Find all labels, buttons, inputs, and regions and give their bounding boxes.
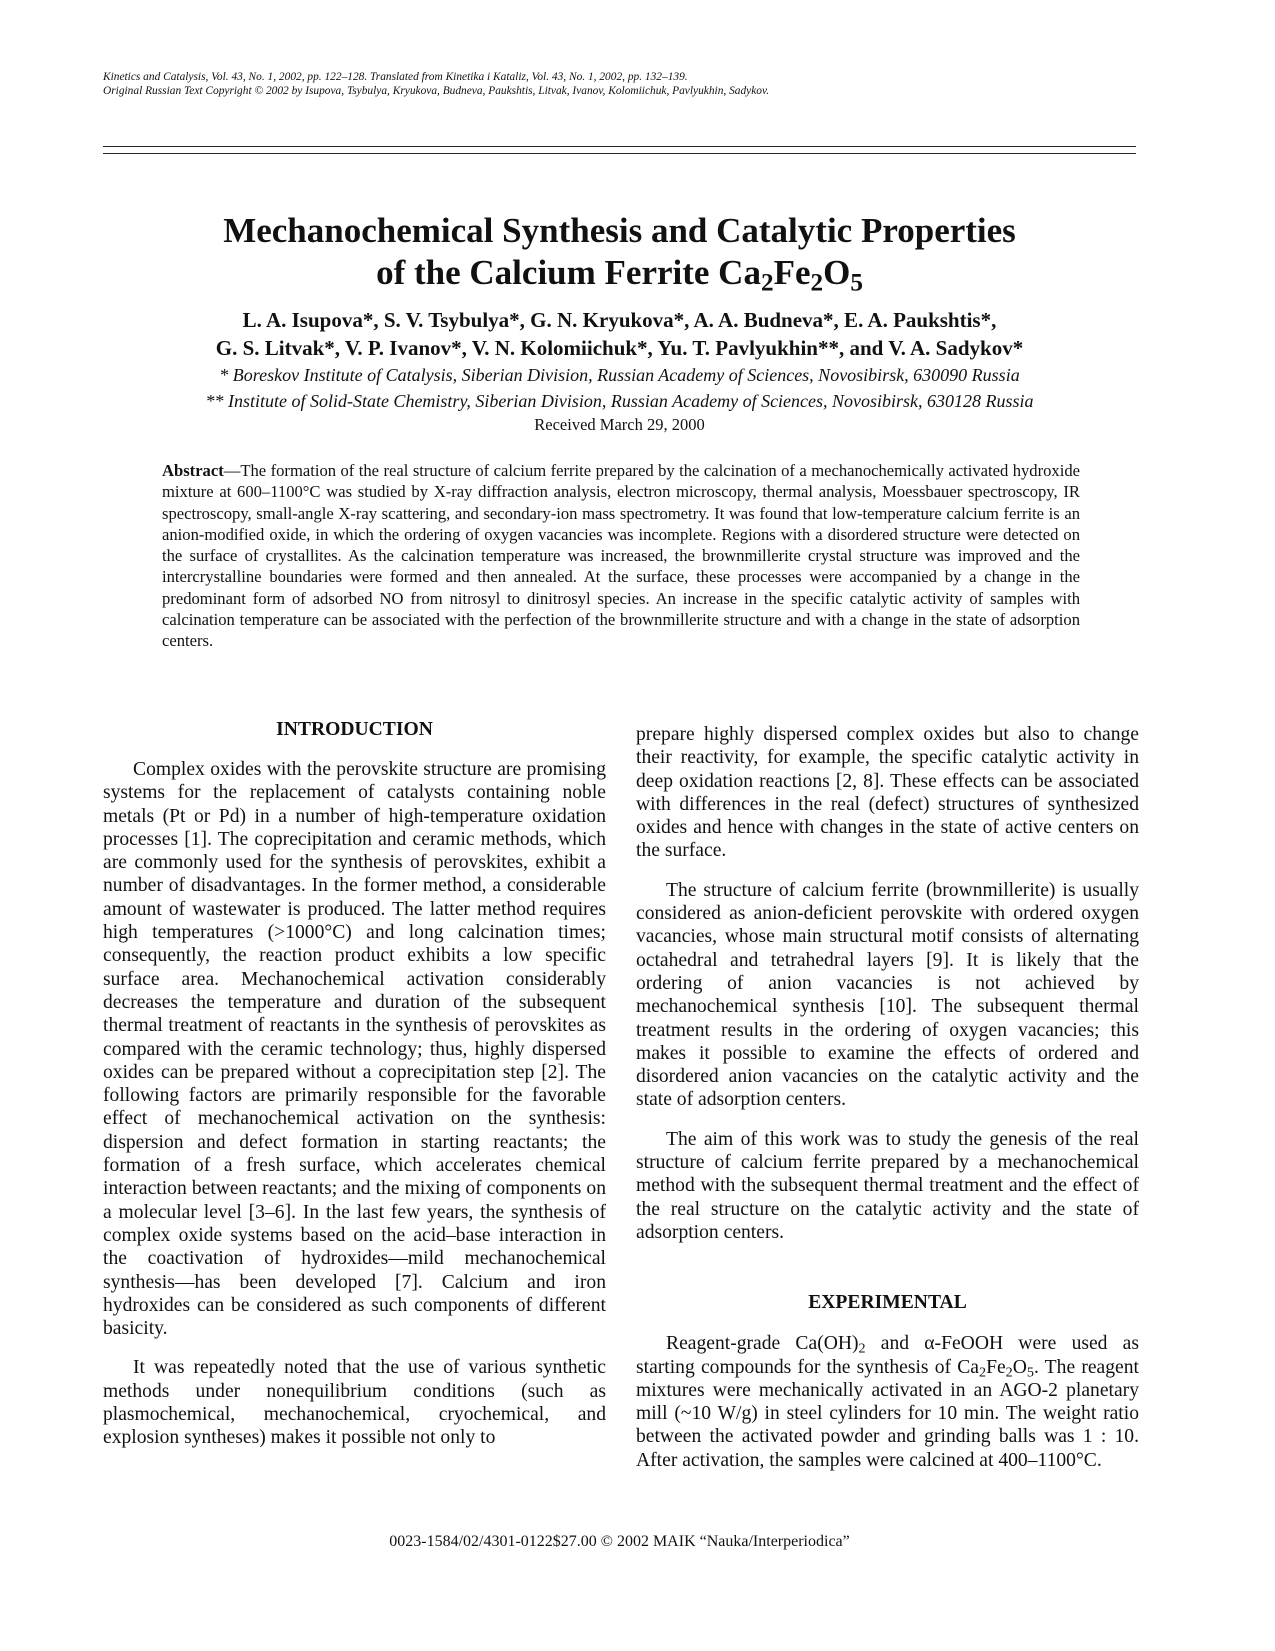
intro-paragraph-2: It was repeatedly noted that the use of various synthetic methods under nonequilibrium conditions (such as plasmochemical, mechanochemical, cryochemical, and explosion syntheses) makes it possible not only to xyxy=(103,1357,606,1449)
header-rule-top xyxy=(103,146,1136,147)
right-column xyxy=(636,723,1139,1472)
experimental-paragraph-1: Reagent-grade $Ca(OH)_2$ and α-FeOOH were used as starting compounds for the synthesis of $Ca_2Fe_2O_5$. The reagent mixtures were mechanically activated in an AGO-2 planetary mill (~10 W/g) in steel cylinders for 10 min. The weight ratio between the activated powder and grinding balls was 1 : 10. After activation, the samples were calcined at 400–1100°C. xyxy=(636,1333,1139,1471)
authors-line-2: G. S. Litvak*, V. P. Ivanov*, V. N. Kolomiichuk*, Yu. T. Pavlyukhin**, and V. A. Sadykov* xyxy=(215,336,1024,360)
copyright-line: Original Russian Text Copyright © 2002 by Isupova, Tsybulya, Kryukova, Budneva, Paukshtis, Litvak, Ivanov, Kolomiichuk, Pavlyukhin, Sadykov. xyxy=(103,85,770,97)
affiliation-2: ** Institute of Solid-State Chemistry, Siberian Division, Russian Academy of Sciences, Novosibirsk, 630128 Russia xyxy=(205,391,1034,411)
title-line-2: of the Calcium Ferrite $Ca_2Fe_2O_5$ xyxy=(376,253,863,297)
journal-citation: Kinetics and Catalysis, Vol. 43, No. 1, 2002, pp. 122–128. Translated from Kinetika i Kataliz, Vol. 43, No. 1, 2002, pp. 132–139. xyxy=(103,71,688,83)
journal-header xyxy=(103,70,1153,98)
paper-title xyxy=(103,210,1136,297)
intro-paragraph-1: Complex oxides with the perovskite structure are promising systems for the replacement of catalysts containing noble metals (Pt or Pd) in a number of high-temperature oxidation processes [1]. The coprecipitation and ceramic methods, which are commonly used for the synthesis of perovskites, exhibit a number of disadvantages. In the former method, a considerable amount of wastewater is produced. The latter method requires high temperatures (>1000°C) and long calcination times; consequently, the reaction product exhibits a low specific surface area. Mechanochemical activation considerably decreases the temperature and duration of the subsequent thermal treatment of reactants in the synthesis of perovskites as compared with the ceramic technology; thus, highly dispersed oxides can be prepared without a coprecipitation step [2]. The following factors are primarily responsible for the favorable effect of mechanochemical activation on the synthesis: dispersion and defect formation in starting reactants; the formation of a fresh surface, which accelerates chemical interaction between reactants; and the mixing of components on a molecular level [3–6]. In the last few years, the synthesis of complex oxide systems based on the acid–base interaction in the coactivation of hydroxides—mild mechanochemical synthesis—has been developed [7]. Calcium and iron hydroxides can be considered as such components of different basicity. xyxy=(103,759,606,1340)
intro-paragraph-2-continued: prepare highly dispersed complex oxides but also to change their reactivity, for example, the specific catalytic activity in deep oxidation reactions [2, 8]. These effects can be associated with differences in the real (defect) structures of synthesized oxides and hence with changes in the state of active centers on the surface. xyxy=(636,724,1139,862)
intro-paragraph-4: The aim of this work was to study the genesis of the real structure of calcium ferrite prepared by a mechanochemical method with the subsequent thermal treatment and the effect of the real structure on the catalytic activity and the state of adsorption centers. xyxy=(636,1128,1139,1243)
page-footer: 0023-1584/02/4301-0122$27.00 © 2002 MAIK “Nauka/Interperiodica” xyxy=(389,1533,850,1550)
author-list xyxy=(103,306,1136,362)
authors-line-1: L. A. Isupova*, S. V. Tsybulya*, G. N. Kryukova*, A. A. Budneva*, E. A. Paukshtis*, xyxy=(242,308,997,332)
received-date: Received March 29, 2000 xyxy=(534,415,705,434)
experimental-heading: EXPERIMENTAL xyxy=(808,1292,967,1314)
introduction-heading: INTRODUCTION xyxy=(276,719,433,740)
abstract-label: Abstract xyxy=(162,461,224,480)
abstract xyxy=(162,460,1080,652)
title-line-1: Mechanochemical Synthesis and Catalytic Properties xyxy=(223,211,1016,250)
intro-paragraph-3: The structure of calcium ferrite (brownmillerite) is usually considered as anion-deficient perovskite with ordered oxygen vacancies, whose main structural motif consists of alternating octahedral and tetrahedral layers [9]. It is likely that the ordering of anion vacancies is not achieved by mechanochemical synthesis [10]. The subsequent thermal treatment results in the ordering of oxygen vacancies; this makes it possible to examine the effects of ordered and disordered anion vacancies on the catalytic activity and the state of adsorption centers. xyxy=(636,879,1139,1111)
affiliation-1: * Boreskov Institute of Catalysis, Siberian Division, Russian Academy of Sciences, Novosibirsk, 630090 Russia xyxy=(219,365,1020,385)
header-rule-bottom xyxy=(103,153,1136,154)
abstract-text: —The formation of the real structure of calcium ferrite prepared by the calcination of a mechanochemically activated hydroxide mixture at 600–1100°C was studied by X-ray diffraction analysis, electron microscopy, thermal analysis, Moessbauer spectroscopy, IR spectroscopy, small-angle X-ray scattering, and secondary-ion mass spectrometry. It was found that low-temperature calcium ferrite is an anion-modified oxide, in which the ordering of oxygen vacancies was incomplete. Regions with a disordered structure were detected on the surface of crystallites. As the calcination temperature was increased, the brownmillerite crystal structure was improved and the intercrystalline boundaries were formed and then annealed. At the surface, these processes were accompanied by a change in the predominant form of adsorbed NO from nitrosyl to dinitrosyl species. An increase in the specific catalytic activity of samples with calcination temperature can be associated with the perfection of the brownmillerite structure and with a change in the state of adsorption centers. xyxy=(162,461,1080,651)
left-column xyxy=(103,718,606,1450)
